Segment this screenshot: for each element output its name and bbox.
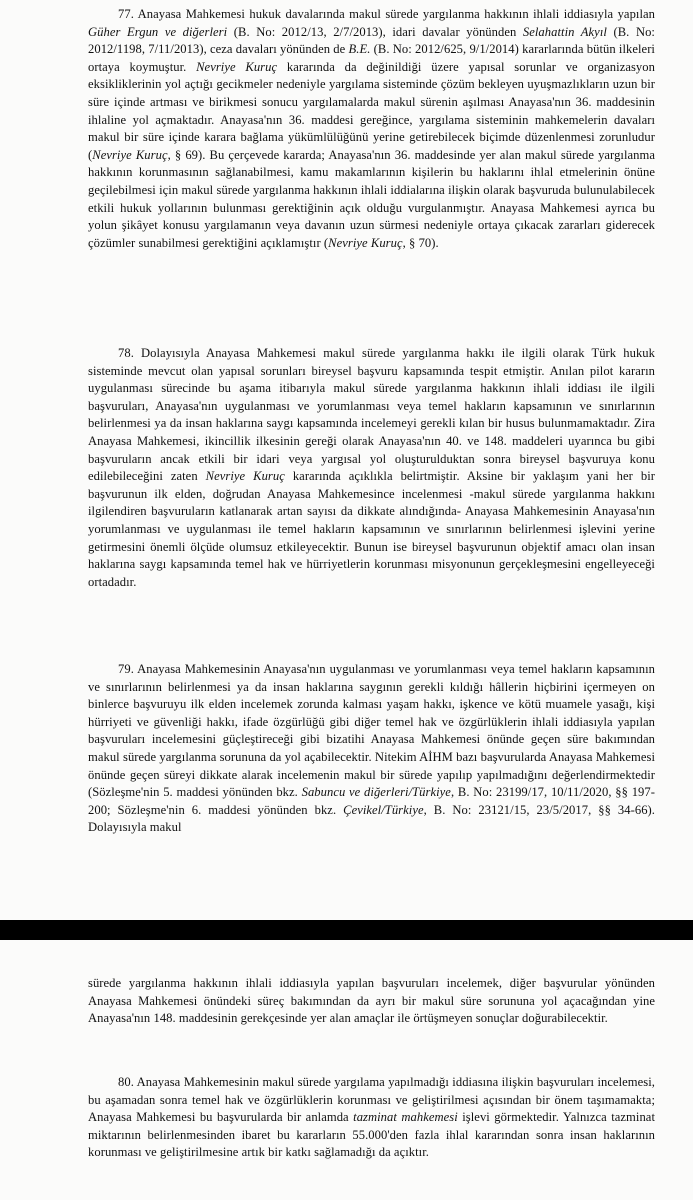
document-page-2 <box>0 940 693 1200</box>
paragraph-80 <box>0 1074 693 1162</box>
italic-citation: tazminat mahkemesi <box>353 1110 458 1125</box>
text-run: 78. Dolayısıyla Anayasa Mahkemesi makul sürede yargılanma hakkı ile ilgili olarak Türk hukuk sisteminde mevcut olan yapısal sorunları bireysel başvuru kapsamında tespit etmiştir. Anılan pilot kararın uygulanması sürecinde bu aşama itibarıyla makul sürede yargılanma hakkının ihlali iddiası ile ilgili başvuruları, Anayasa'nın uygulanması ve yorumlanması veya temel hakların kapsamının ve sınırlarının belirlenmesi ya da insan haklarına saygı kapsamında incelemeyi gerekli kılan bir husus bulunmamaktadır. Zira Anayasa Mahkemesi, ikincillik ilkesinin gereği olarak Anayasa'nın 40. ve 148. maddeleri uyarınca bu gibi başvuruların ancak etkili bir idari veya yargısal yol oluşturulduktan sonra bireysel başvuruya konu edilebileceğini zaten <box>88 346 655 484</box>
text-run: sürede yargılanma hakkının ihlali iddiasıyla yapılan başvuruları incelemek, diğer başvurular yönünden Anayasa Mahkemesi önündeki süreç bakımından da ayrı bir makul süre sorununa yol açacağından yine Anayasa'nın 148. maddesinin gerekçesinde yer alan amaçlar ile örtüşmeyen sonuçlar doğurabilecektir. <box>88 976 655 1026</box>
text-run: (B. No: 2012/1198, 7/11/2013), ceza davaları yönünden de <box>88 24 655 57</box>
text-run: (B. No: 2012/625, 9/1/2014) kararlarında bütün ilkeleri ortaya koymuştur. <box>88 42 655 74</box>
text-run: kararında da değinildiği üzere yapısal sorunlar ve organizasyon eksikliklerinin yol açtığı gecikmeler nedeniyle yargılama sisteminde çözüm bekleyen uyuşmazlıkların uzun bir süre içinde artması ve birikmesi sonucu yargılamalarda makul sürenin aşılması Anayasa'nın 36. maddesinin ihlaline yol açmaktadır. Anayasa'nın 36. maddesi gereğince, yargılama sisteminin mahkemelerin davaları makul bir süre içinde karara bağlama yükümlülüğünü yerine getirebilecek biçimde düzenlenmesi zorunludur ( <box>88 59 655 162</box>
text-run: , § 70). <box>402 235 439 250</box>
paragraph-78-text <box>88 346 655 589</box>
italic-citation: Çevikel/Türkiye <box>343 802 424 817</box>
paragraph-77-text <box>88 7 655 250</box>
text-run: , § 69). Bu çerçevede kararda; Anayasa'nın 36. maddesinde yer alan makul sürede yargılanma hakkının korunmasının sağlanabilmesi, kamu makamlarının kişilerin bu haklarını ihlal etmelerinin önüne geçilebilmesi için makul sürede yargılanma hakkının ihlali iddialarına ilişkin olarak başvuruda bulunulabilecek etkili hukuk yollarının bulunması gerektiğinin açık olduğu vurgulanmıştır. Anayasa Mahkemesi ayrıca bu yolun şikâyet konusu yargılamanın veya davanın uzun sürmesi nedeniyle ortaya çıkacak zararları giderecek çözümler sunabilmesi gerektiğini açıklamıştır ( <box>88 147 655 250</box>
paragraph-79-continued <box>0 975 693 1028</box>
italic-citation: Nevriye Kuruç <box>328 235 403 250</box>
text-run: 77. Anayasa Mahkemesi hukuk davalarında makul sürede yargılanma hakkının ihlali iddiasıyla yapılan <box>118 7 655 21</box>
text-run: (B. No: 2012/13, 2/7/2013), idari davalar yönünden <box>227 24 523 39</box>
italic-citation: Nevriye Kuruç <box>205 469 285 484</box>
paragraph-79-text <box>88 662 655 834</box>
text-run: , B. No: 23199/17, 10/11/2020, §§ 197-200; Sözleşme'nin 6. maddesi yönünden bkz. <box>88 785 655 817</box>
paragraph-78 <box>0 345 693 591</box>
text-run: , B. No: 23121/15, 23/5/2017, §§ 34-66). Dolayısıyla makul <box>88 802 655 835</box>
italic-citation: B.E. <box>348 42 371 57</box>
text-run: 80. Anayasa Mahkemesinin makul sürede yargılama yapılmadığı iddiasına ilişkin başvuruları incelemesi, bu aşamadan sonra temel hak ve özgürlüklerin korunması ve geliştirilmesi açısından bir önem taşımamakta; Anayasa Mahkemesi bu başvurularda bir anlamda <box>88 1075 655 1125</box>
italic-citation: Güher Ergun ve diğerleri <box>88 24 228 39</box>
paragraph-79 <box>0 661 693 837</box>
text-run: kararında açıklıkla belirtmiştir. Aksine bir yaklaşım yani her bir başvurunun ilk elden, doğrudan Anayasa Mahkemesince incelenmesi -makul sürede yargılanma hakkını ilgilendiren başvuruların katlanarak artan sayısı da dikkate alındığında- Anayasa Mahkemesinin Anayasa'nın yorumlanması ve uygulanması ile temel hakların kapsamının ve sınırlarının belirlenmesi işlevini yerine getirmesini önemli ölçüde olumsuz etkileyecektir. Bunun ise bireysel başvurunun objektif amacı olan insan haklarına saygı kapsamında temel hak ve hürriyetlerin korunması misyonunun gerçekleşmesini engelleyeceği ortadadır. <box>88 469 655 589</box>
text-run: işlevi görmektedir. Yalnızca tazminat miktarının belirlenmesinden ibaret bu kararların 55.000'den fazla ihlal kararından sonra insan haklarının korunması ve geliştirilmesine artık bir katkı sağlamadığı da açıktır. <box>88 1110 655 1160</box>
italic-citation: Selahattin Akyıl <box>522 24 607 39</box>
text-run: 79. Anayasa Mahkemesinin Anayasa'nın uygulanması ve yorumlanması veya temel hakların kapsamının ve sınırlarının belirlenmesi ya da insan haklarına saygının gerekli kıldığı hâllerin hiçbirini içermeyen on binlerce başvuruyu ilk elden incelemek zorunda kalması yaşam hakkı, işkence ve kötü muamele yasağı, kişi hürriyeti ve güvenliği hakkı, ifade özgürlüğü gibi diğer temel hak ve özgürlüklerin ihlali iddiasıyla yapılan başvuruları incelemesini güçleştireceği gibi bizatihi Anayasa Mahkemesi önünde geçen süre bakımından makul sürede yargılanma sorununa da yol açabilecektir. Nitekim AİHM bazı başvurularda Anayasa Mahkemesi önünde geçen süreyi dikkate alarak incelemenin makul bir sürede yapılıp yapılmadığını değerlendirmektedir (Sözleşme'nin 5. maddesi yönünden bkz. <box>88 662 655 800</box>
paragraph-77 <box>0 6 693 252</box>
paragraph-80-text <box>88 1075 655 1159</box>
italic-citation: Nevriye Kuruç <box>196 59 278 74</box>
italic-citation: Sabuncu ve diğerleri/Türkiye <box>301 785 451 800</box>
paragraph-79-continued-text <box>88 976 655 1025</box>
italic-citation: Nevriye Kuruç <box>92 147 168 162</box>
